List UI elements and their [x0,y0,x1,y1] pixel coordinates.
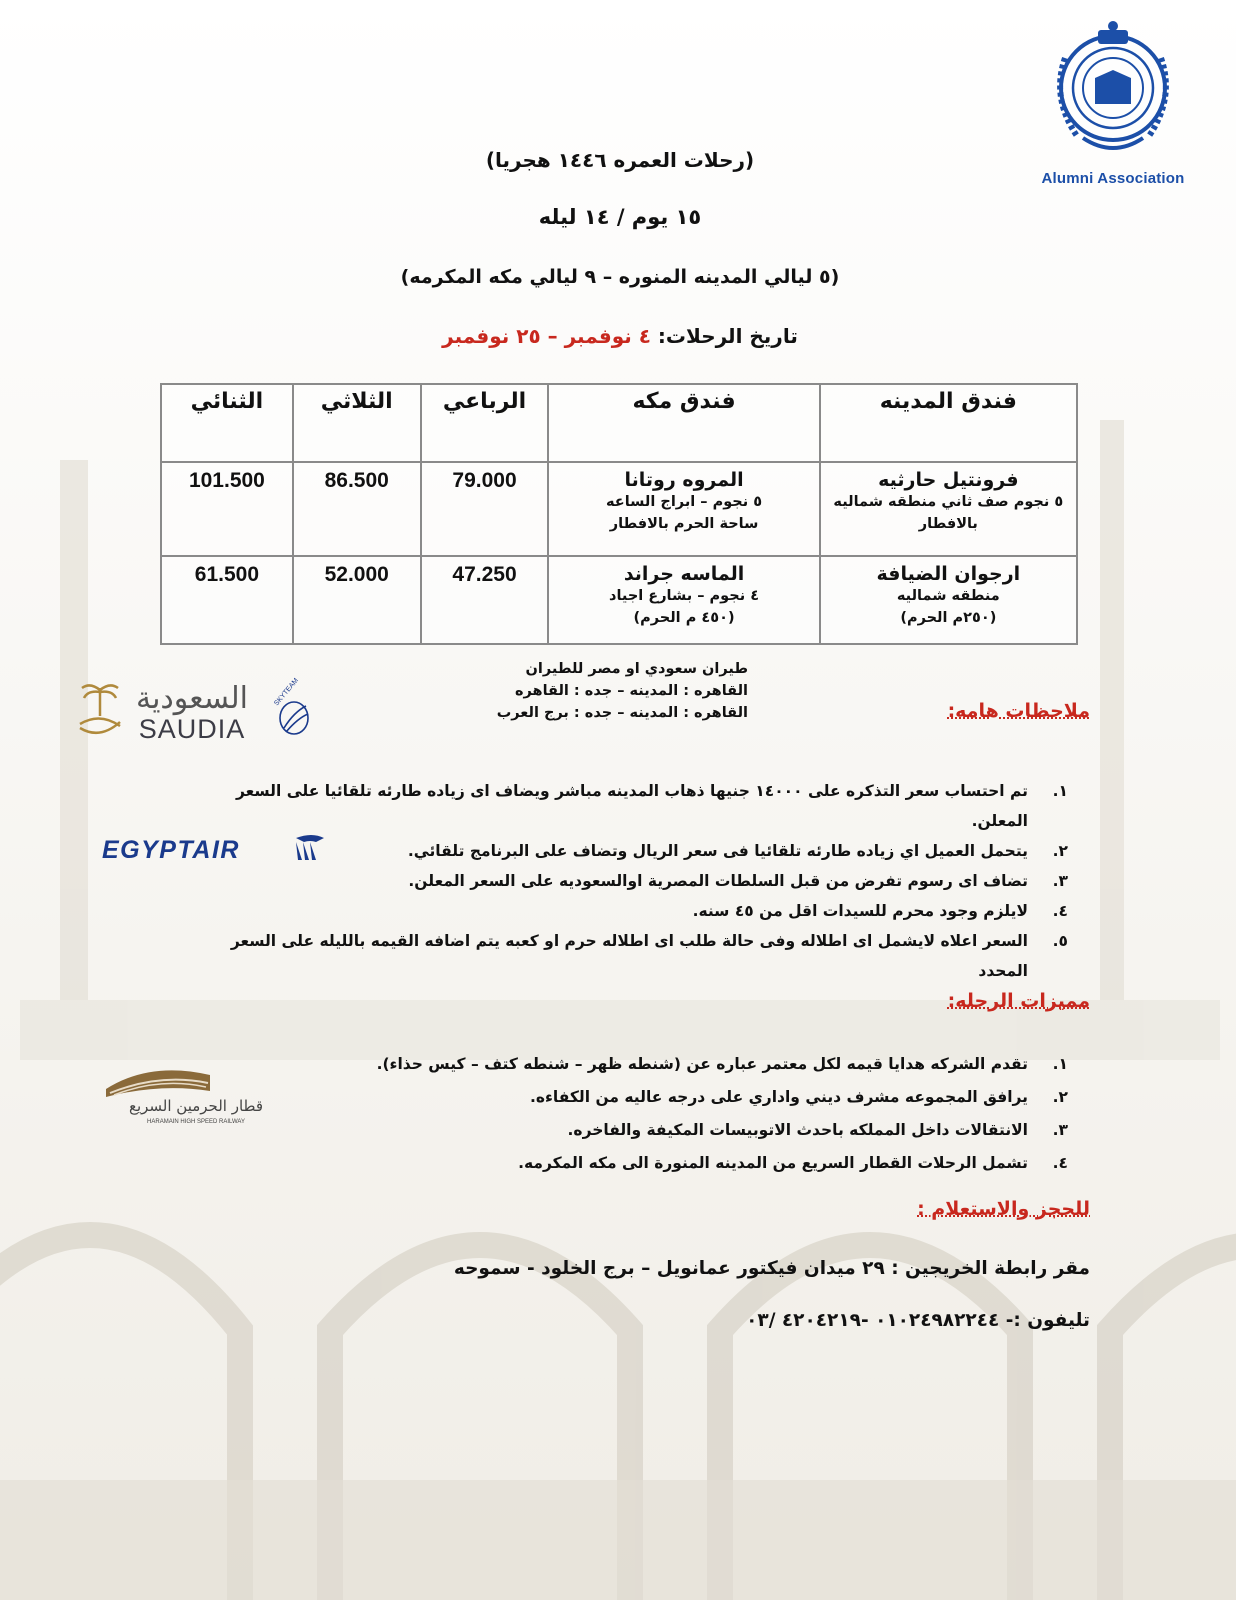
phone-numbers: تليفون :- ٠١٠٢٤٩٨٢٢٤٤ -٤٢٠٤٢١٩ /٠٣ [746,1310,1090,1331]
table-header-row [161,384,1077,462]
madinah-hotel-cell [820,462,1077,556]
flights-route-1: القاهره : المدينه – جده : القاهره [514,683,748,699]
list-item [348,1048,1068,1081]
list-item-text: لايلزم وجود محرم للسيدات اقل من ٤٥ سنه. [692,902,1028,920]
header-madinah-hotel: فندق المدينه [820,384,1077,462]
hotel-name: المروه روتانا [624,469,744,491]
academy-logo [1028,18,1198,196]
list-item [188,926,1068,986]
list-item-number: ٤. [1052,902,1068,920]
list-item [188,836,1068,866]
double-price-cell [161,556,293,644]
hotel-name: ارجوان الضيافة [876,563,1021,585]
notes-title: ملاحظات هامه: [947,700,1090,722]
header-makkah-hotel: فندق مكه [548,384,819,462]
notes-list [188,776,1068,986]
hotel-desc: ٥ نجوم – ابراج الساعه [606,494,763,510]
table-row [161,556,1077,644]
triple-price-cell [293,462,421,556]
quad-price-cell [421,462,549,556]
list-item-number: ٢. [1052,842,1068,860]
hotel-name: فرونتيل حارثيه [878,469,1019,491]
skyteam-icon [280,702,308,734]
academy-emblem-icon [1043,18,1183,168]
flights-airlines: طيران سعودي او مصر للطيران [525,661,748,677]
saudia-arabic-name: السعودية [135,681,249,716]
list-item-text: تشمل الرحلات القطار السريع من المدينه المنورة الى مكه المكرمه. [518,1154,1028,1172]
list-item-text: يتحمل العميل اي زياده طارئه تلقائيا فى سعر الريال وتضاف على البرنامج تلقائي. [407,842,1028,860]
saudia-palm-icon [80,685,120,732]
double-price: 61.500 [194,563,260,586]
list-item-number: ١. [1052,1055,1068,1073]
prices-table [160,383,1078,645]
haramain-arabic-name: قطار الحرمين السريع [128,1097,264,1115]
triple-price-cell [293,556,421,644]
quad-price: 47.250 [452,563,517,586]
hotel-desc: ٥ نجوم صف ثاني منطقه شماليه [833,494,1064,510]
haramain-english-name: HARAMAIN HIGH SPEED RAILWAY [147,1119,245,1125]
haramain-railway-logo [100,1055,290,1127]
hotel-desc: منطقه شماليه [896,588,1000,604]
list-item [188,776,1068,836]
trip-dates [380,324,860,348]
hotel-desc: (٢٥٠م الحرم) [900,610,997,626]
hotel-desc: ٤ نجوم – بشارع اجياد [609,588,760,604]
features-list [348,1048,1068,1180]
list-item [348,1081,1068,1114]
trip-dates-label: تاريخ الرحلات: [657,324,798,348]
list-item-number: ٢. [1052,1088,1068,1106]
hotel-desc: ساحة الحرم بالافطار [609,516,759,532]
list-item-text: يرافق المجموعه مشرف ديني واداري على درجه عاليه من الكفاءه. [529,1088,1028,1106]
list-item-number: ٤. [1052,1154,1068,1172]
trip-duration: ١٥ يوم / ١٤ ليله [538,205,702,229]
booking-title: للحجز والاستعلام : [917,1198,1090,1220]
flights-info [470,658,748,724]
flights-route-2: القاهره : المدينه – جده : برج العرب [496,705,748,721]
list-item-number: ٥. [1052,932,1068,950]
table-row [161,462,1077,556]
list-item-number: ٣. [1052,1121,1068,1139]
office-address: مقر رابطة الخريجين : ٢٩ ميدان فيكتور عمانويل – برج الخلود - سموحه [453,1258,1090,1279]
trip-dates-value: ٤ نوفمبر – ٢٥ نوفمبر [442,324,651,348]
page-title: (رحلات العمره ١٤٤٦ هجريا) [485,148,755,172]
list-item [188,866,1068,896]
saudia-logo [72,676,322,752]
triple-price: 86.500 [324,469,389,492]
list-item [348,1147,1068,1180]
double-price-cell [161,462,293,556]
list-item-text: تم احتساب سعر التذكره على ١٤٠٠٠ جنيها ذهاب المدينه مباشر ويضاف اى زياده طارئه تلقائيا على السعر المعلن. [236,782,1028,830]
header-double: الثنائي [161,384,293,462]
hotel-desc: بالافطار [918,516,978,532]
quad-price-cell [421,556,549,644]
skyteam-label: SKYTEAM [273,677,301,708]
nights-breakdown: (٥ ليالي المدينه المنوره – ٩ ليالي مكه المكرمه) [400,266,840,288]
list-item [188,896,1068,926]
header-quad: الرباعي [421,384,549,462]
hotel-name: الماسه جراند [623,563,745,585]
saudia-english-name: SAUDIA [138,714,246,744]
train-icon [106,1070,210,1097]
triple-price: 52.000 [324,563,389,586]
makkah-hotel-cell [548,462,819,556]
alumni-association-label: Alumni Association [1041,170,1185,187]
header-triple: الثلاثي [293,384,421,462]
hotel-desc: (٤٥٠ م الحرم) [633,610,735,626]
features-title: مميزات الرحله: [947,990,1090,1012]
list-item-text: تقدم الشركه هدايا قيمه لكل معتمر عباره عن (شنطه ظهر – شنطه كتف – كيس حذاء). [376,1055,1028,1073]
double-price: 101.500 [188,469,265,492]
list-item-text: الانتقالات داخل المملكه باحدث الاتوبيسات المكيفة والفاخره. [567,1121,1028,1139]
list-item [348,1114,1068,1147]
quad-price: 79.000 [452,469,517,492]
list-item-text: تضاف اى رسوم تفرض من قبل السلطات المصرية اوالسعوديه على السعر المعلن. [408,872,1028,890]
list-item-text: السعر اعلاه لايشمل اى اطلاله وفى حالة طلب اى اطلاله حرم او كعبه يتم اضافه القيمه بالليله على السعر المحدد [230,932,1028,980]
list-item-number: ٣. [1052,872,1068,890]
madinah-hotel-cell [820,556,1077,644]
makkah-hotel-cell [548,556,819,644]
list-item-number: ١. [1052,782,1068,800]
egyptair-wordmark: EGYPTAIR [102,836,240,864]
